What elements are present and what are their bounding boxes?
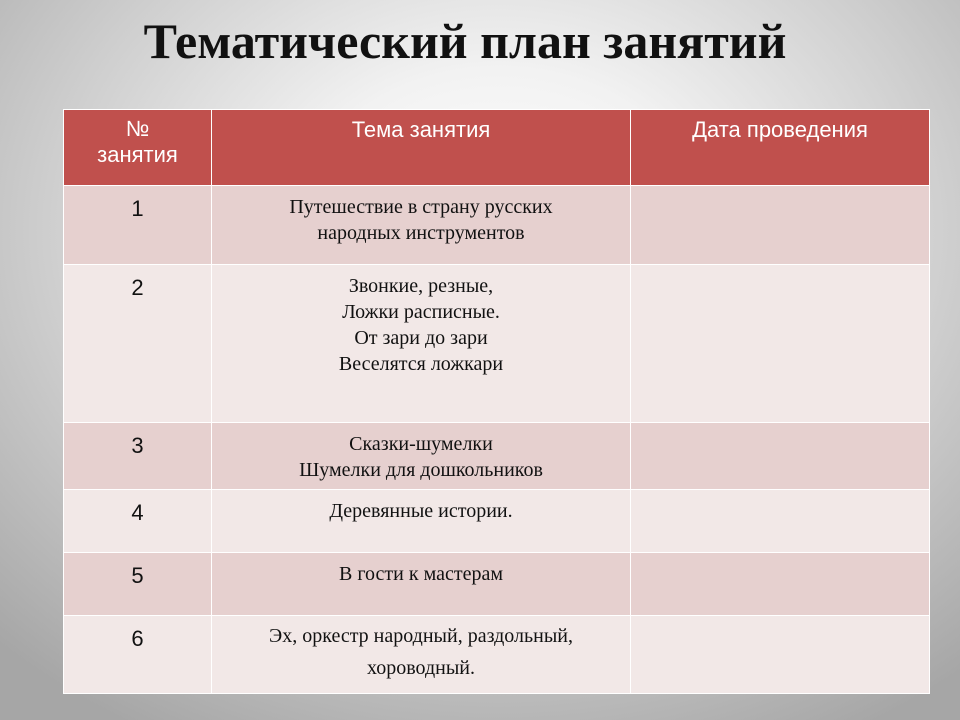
topic-line: народных инструментов — [317, 222, 525, 244]
lesson-number-cell: 6 — [64, 616, 212, 694]
topic-line: Веселятся ложкари — [338, 353, 504, 375]
lesson-number-cell: 1 — [64, 186, 212, 265]
lesson-topic-cell — [212, 423, 631, 490]
topic-line: От зари до зари — [354, 327, 488, 349]
lesson-date-cell — [631, 553, 930, 616]
topic-line: Шумелки для дошкольников — [299, 459, 543, 481]
table-row — [64, 616, 930, 694]
page-title: Тематический план занятий — [143, 13, 787, 69]
table-body — [64, 186, 930, 694]
lesson-topic-cell — [212, 553, 631, 616]
topic-line: Путешествие в страну русских — [289, 196, 553, 218]
lesson-topic-cell — [212, 265, 631, 423]
header-topic: Тема занятия — [212, 110, 631, 186]
lesson-plan-table — [63, 109, 930, 694]
lesson-number-cell: 3 — [64, 423, 212, 490]
topic-line: Эх, оркестр народный, раздольный, — [269, 625, 573, 647]
table-row — [64, 265, 930, 423]
lesson-date-cell — [631, 265, 930, 423]
lesson-number-cell: 2 — [64, 265, 212, 423]
lesson-topic-cell — [212, 616, 631, 694]
table-header — [64, 110, 930, 186]
header-number-line: занятия — [97, 142, 178, 167]
table-row — [64, 423, 930, 490]
topic-line: В гости к мастерам — [338, 563, 503, 585]
table-row — [64, 490, 930, 553]
lesson-date-cell — [631, 616, 930, 694]
table-row — [64, 553, 930, 616]
header-date: Дата проведения — [631, 110, 930, 186]
topic-line: Сказки-шумелки — [349, 433, 493, 455]
header-number-line: № — [125, 116, 150, 141]
lesson-number-cell: 5 — [64, 553, 212, 616]
header-lesson-number — [64, 110, 212, 186]
table-row — [64, 186, 930, 265]
lesson-number-cell: 4 — [64, 490, 212, 553]
topic-line: Ложки расписные. — [342, 301, 500, 323]
lesson-date-cell — [631, 423, 930, 490]
lesson-date-cell — [631, 490, 930, 553]
topic-line: хороводный. — [367, 657, 475, 679]
topic-line: Деревянные истории. — [329, 500, 513, 522]
lesson-topic-cell — [212, 186, 631, 265]
lesson-topic-cell — [212, 490, 631, 553]
topic-line: Звонкие, резные, — [348, 275, 494, 297]
header-row — [64, 110, 930, 186]
lesson-date-cell — [631, 186, 930, 265]
